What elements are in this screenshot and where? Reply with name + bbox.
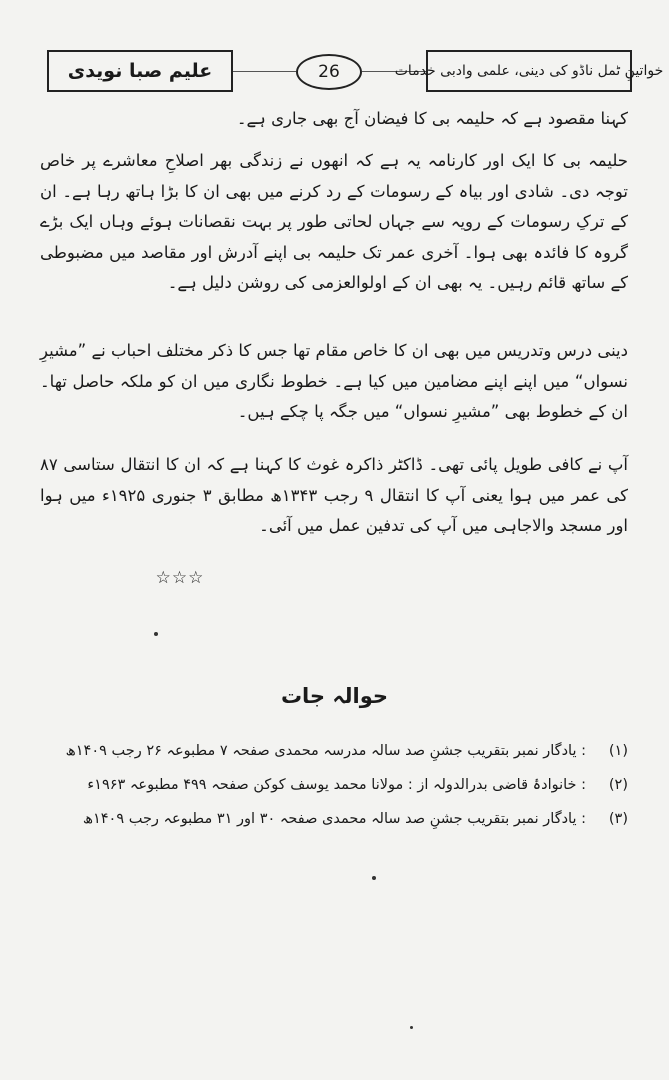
references-heading: حوالہ جات [280, 684, 389, 708]
author-name: علیم صبا نویدی [47, 50, 233, 92]
ink-dot [410, 1026, 413, 1029]
paragraph-3: دینی درس وتدریس میں بھی ان کا خاص مقام تھا جس کا ذکر مختلف احباب نے ”مشیرِ نسواں“ میں اپنے اپنے مضامین میں کیا ہے۔ خطوط نگاری میں ان کو ملکہ حاصل تھا۔ ان کے خطوط بھی ”مشیرِ نسواں“ میں جگہ پا چکے ہیں۔ [40, 341, 628, 422]
header-rule-left [233, 71, 296, 72]
reference-number: (۱) [608, 743, 628, 759]
section-divider-stars: ☆☆☆ [155, 568, 205, 588]
ink-dot [154, 632, 158, 636]
paragraph-4: آپ نے کافی طویل پائی تھی۔ ڈاکٹر ذاکرہ غوث کا کہنا ہے کہ ان کا انتقال ستاسی ۸۷ کی عمر میں ہوا یعنی آپ کا انتقال ۹ رجب ۱۳۴۳ھ مطابق ۳ جنوری ۱۹۲۵ء میں ہوا اور مسجد والاجاہی میں آپ کی تدفین عمل میں آئی۔ [40, 455, 629, 536]
reference-number: (۳) [608, 811, 628, 827]
reference-text: : یادگار نمبر بتقریب جشنِ صد سالہ مدرسہ محمدی صفحہ ۷ مطبوعہ ۲۶ رجب ۱۴۰۹ھ [65, 743, 586, 759]
paragraph-2: حلیمہ بی کا ایک اور کارنامہ یہ ہے کہ انھوں نے زندگی بھر اصلاحِ معاشرے پر خاص توجہ دی۔ شادی اور بیاہ کے رسومات کے رد کرنے میں بھی ان کا بڑا ہاتھ رہا ہے۔ ان کے ترکِ رسومات کے رویہ سے جہاں لحاتی طور پر بہت نقصانات ہوئے وہاں ایک بڑے گروہ کا فائدہ بھی ہوا۔ آخری عمر تک حلیمہ بی اپنے آدرش اور مقاصد میں مضبوطی کے ساتھ قائم رہیں۔ یہ بھی ان کے اولوالعزمی کی روشن دلیل ہے۔ [40, 151, 628, 293]
reference-item [60, 802, 628, 836]
page-number: 26 [296, 54, 362, 90]
reference-text: : یادگار نمبر بتقریب جشنِ صد سالہ محمدی صفحہ ۳۰ اور ۳۱ مطبوعہ رجب ۱۴۰۹ھ [82, 811, 586, 827]
reference-item [60, 768, 628, 802]
paragraph-1: کہنا مقصود ہے کہ حلیمہ بی کا فیضان آج بھی جاری ہے۔ [236, 109, 628, 128]
reference-number: (۲) [608, 777, 628, 793]
reference-text: : خانوادۂ قاضی بدرالدولہ از : مولانا محمد یوسف کوکن صفحہ ۴۹۹ مطبوعہ ۱۹۶۳ء [87, 777, 586, 793]
ink-dot [372, 876, 376, 880]
references-list [60, 734, 628, 836]
book-title: خواتینِ ٹمل ناڈو کی دینی، علمی وادبی خدمات [426, 50, 632, 92]
reference-item [60, 734, 628, 768]
